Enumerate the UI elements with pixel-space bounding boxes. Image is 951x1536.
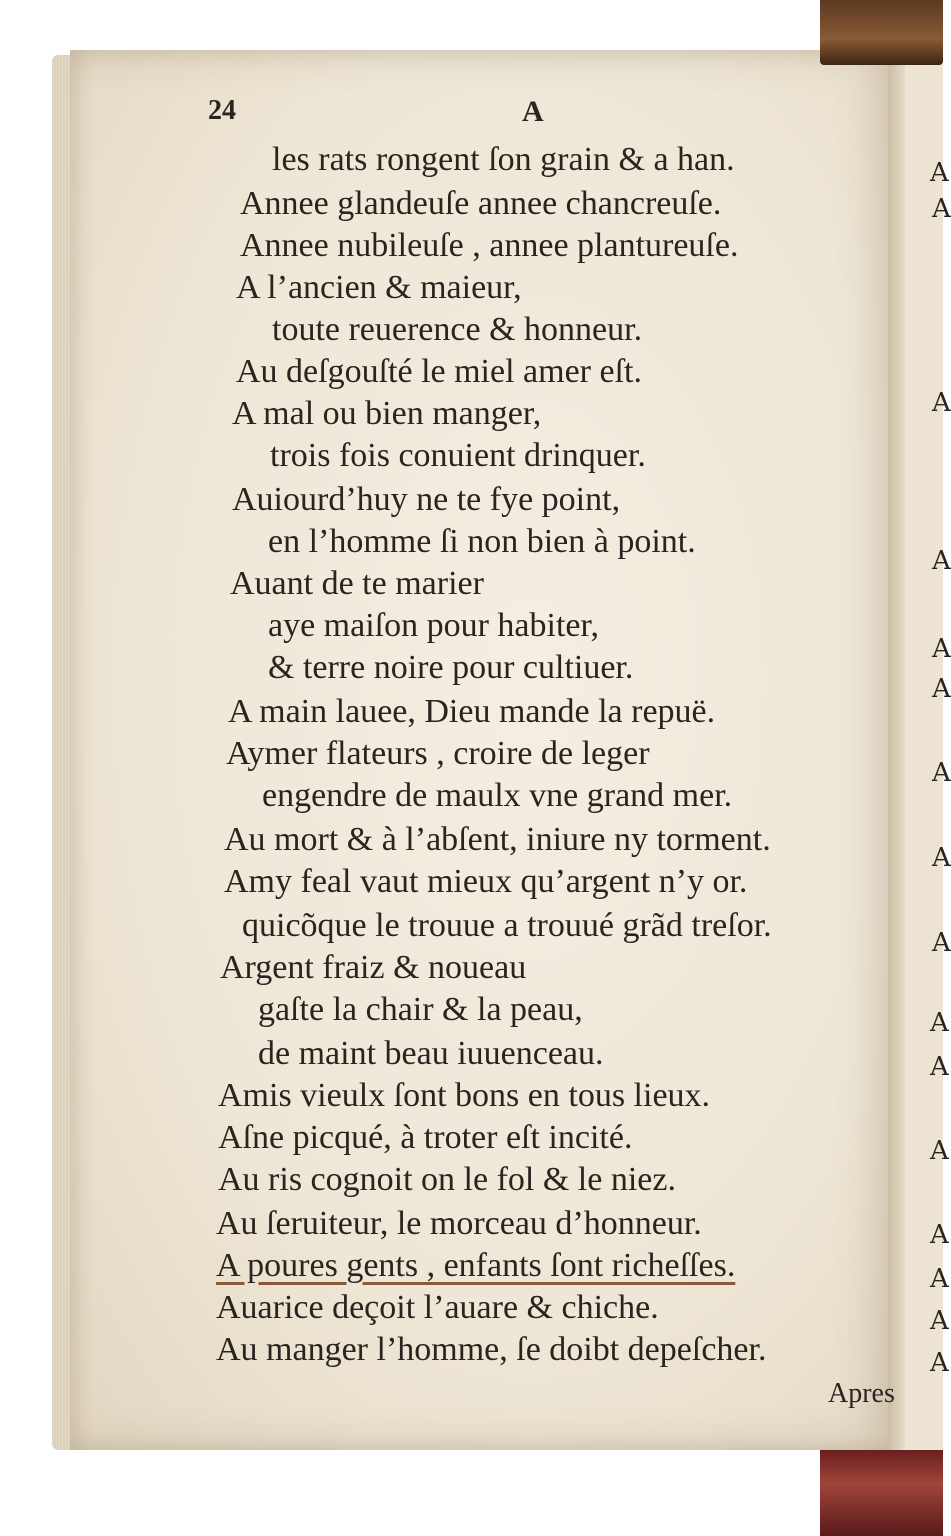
catchword: Apres	[828, 1378, 895, 1409]
text-line: Auarice deçoit l’auare & chiche.	[216, 1289, 659, 1326]
facing-letter: A	[930, 1008, 949, 1038]
facing-letter: A	[932, 546, 951, 576]
text-line: Amy feal vaut mieux qu’argent n’y or.	[224, 863, 748, 900]
text-line: gaſte la chair & la peau,	[258, 991, 583, 1028]
facing-letter: A	[930, 1348, 949, 1378]
facing-letter: A	[930, 158, 949, 188]
facing-letter: A	[930, 1136, 949, 1166]
page-number: 24	[208, 95, 236, 126]
text-line: Argent fraiz & noueau	[220, 949, 527, 986]
text-line: trois fois conuient drinquer.	[270, 437, 646, 474]
text-line: A mal ou bien manger,	[232, 395, 542, 432]
text-line: & terre noire pour cultiuer.	[268, 649, 634, 686]
text-line: Auant de te marier	[230, 565, 484, 602]
text-line: Amis vieulx ſont bons en tous lieux.	[218, 1077, 711, 1114]
text-line: Aſne picqué, à troter eſt incité.	[218, 1119, 633, 1156]
text-line: A main lauee, Dieu mande la repuë.	[228, 693, 716, 730]
binding-bottom	[820, 1450, 943, 1536]
text-line: quicõque le trouue a trouué grãd treſor.	[242, 907, 772, 944]
text-line: Au mort & à l’abſent, iniure ny torment.	[224, 821, 771, 858]
text-line: Aymer flateurs , croire de leger	[226, 735, 650, 772]
text-line: les rats rongent ſon grain & a han.	[272, 141, 735, 178]
text-line: A l’ancien & maieur,	[236, 269, 522, 306]
text-line: Auiourd’huy ne te fye point,	[232, 481, 621, 518]
text-line: Annee glandeuſe annee chancreuſe.	[240, 185, 722, 222]
facing-letter: A	[932, 634, 951, 664]
section-letter: A	[522, 95, 544, 128]
facing-letter: A	[930, 1052, 949, 1082]
text-line: en l’homme ſi non bien à point.	[268, 523, 696, 560]
facing-letter: A	[930, 1220, 949, 1250]
facing-letter: A	[930, 1306, 949, 1336]
text-line: engendre de maulx vne grand mer.	[262, 777, 733, 814]
text-line: aye maiſon pour habiter,	[268, 607, 599, 644]
binding-top	[820, 0, 943, 65]
text-line-underlined: A poures gents , enfants ſont richeſſes.	[216, 1247, 736, 1284]
facing-letter: A	[932, 194, 951, 224]
text-line: Au ris cognoit on le fol & le niez.	[218, 1161, 676, 1198]
facing-letter: A	[932, 758, 951, 788]
text-line: Annee nubileuſe , annee plantureuſe.	[240, 227, 739, 264]
text-line: Au manger l’homme, ſe doibt depeſcher.	[216, 1331, 767, 1368]
facing-letter: A	[932, 843, 951, 873]
facing-letter: A	[930, 1264, 949, 1294]
text-line: Au ſeruiteur, le morceau d’honneur.	[216, 1205, 702, 1242]
text-line: de maint beau iuuenceau.	[258, 1035, 604, 1072]
facing-letter: A	[932, 674, 951, 704]
text-line: toute reuerence & honneur.	[272, 311, 643, 348]
text-line: Au deſgouſté le miel amer eſt.	[236, 353, 642, 390]
facing-letter: A	[932, 388, 951, 418]
facing-letter: A	[932, 928, 951, 958]
